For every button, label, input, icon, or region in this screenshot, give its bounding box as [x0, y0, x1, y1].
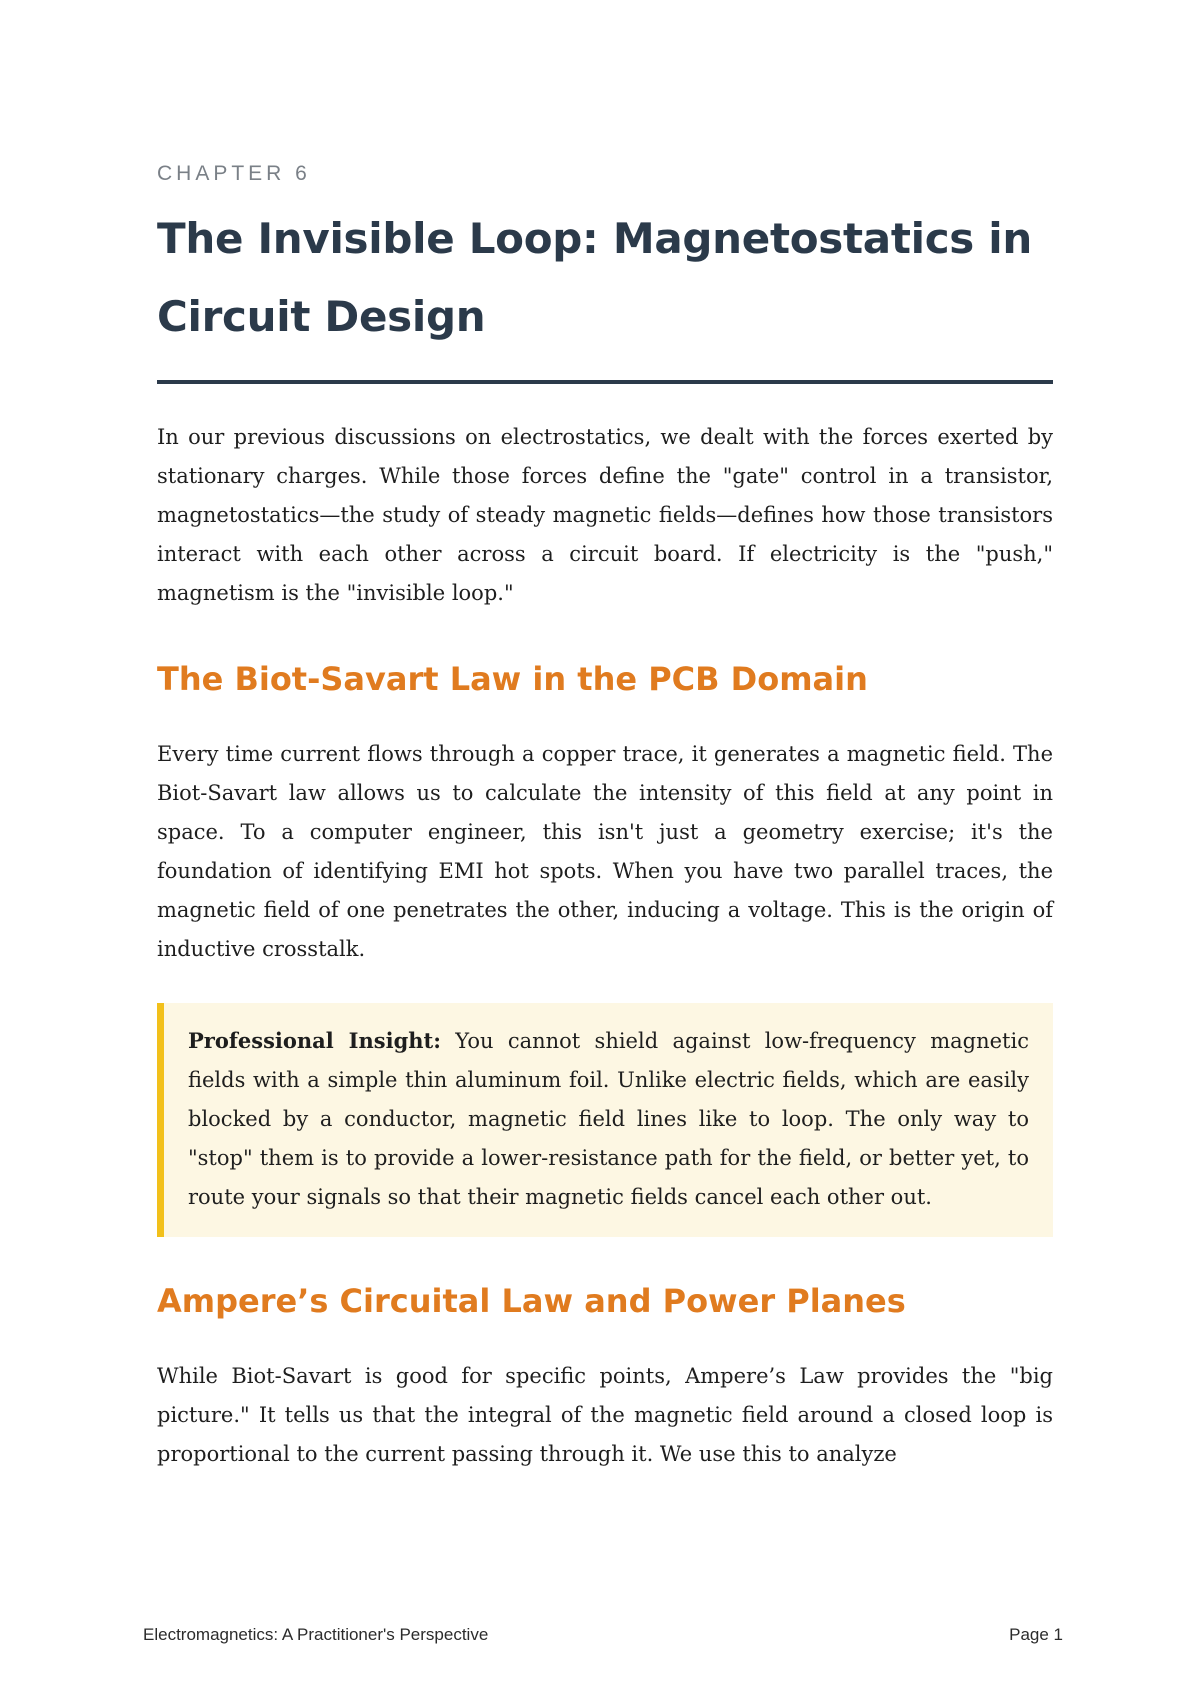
chapter-label: CHAPTER 6 — [157, 162, 311, 185]
callout-paragraph — [188, 1021, 1029, 1217]
intro-paragraph: In our previous discussions on electrostatics, we dealt with the forces exerted by stationary charges. While those forces define the "gate" control in a transistor, magnetostatics—the study of steady magnetic fields—defines how those transistors interact with each other across a circuit board. If electricity is the "push," magnetism is the "invisible loop." — [157, 425, 1053, 605]
section-heading-biot-savart: The Biot-Savart Law in the PCB Domain — [157, 660, 868, 698]
biot-savart-paragraph: Every time current flows through a copper trace, it generates a magnetic field. The Biot-Savart law allows us to calculate the intensity of this field at any point in space. To a computer engineer, this isn't just a geometry exercise; it's the foundation of identifying EMI hot spots. When you have two parallel traces, the magnetic field of one penetrates the other, inducing a voltage. This is the origin of inductive crosstalk. — [157, 742, 1053, 961]
ampere-paragraph: While Biot-Savart is good for specific points, Ampere’s Law provides the "big picture." It tells us that the integral of the magnetic field around a closed loop is proportional to the current passing through it. We use this to analyze — [157, 1364, 1053, 1466]
page-content — [157, 160, 1053, 1474]
callout-text: You cannot shield against low-frequency magnetic fields with a simple thin aluminum foil. Unlike electric fields, which are easily blocked by a conductor, magnetic field lines like to loop. The only way to "stop" them is to provide a lower-resistance path for the field, or better yet, to route your signals so that their magnetic fields cancel each other out. — [188, 1029, 1029, 1209]
callout-label: Professional Insight: — [188, 1028, 441, 1053]
title-divider — [157, 380, 1053, 384]
page-footer — [143, 1625, 1063, 1645]
section-heading-ampere: Ampere’s Circuital Law and Power Planes — [157, 1282, 906, 1320]
footer-page-number: Page 1 — [1009, 1625, 1063, 1644]
professional-insight-callout — [157, 1003, 1053, 1237]
chapter-title: The Invisible Loop: Magnetostatics in Circuit Design — [157, 214, 1033, 341]
footer-book-title: Electromagnetics: A Practitioner's Perspective — [143, 1625, 489, 1644]
